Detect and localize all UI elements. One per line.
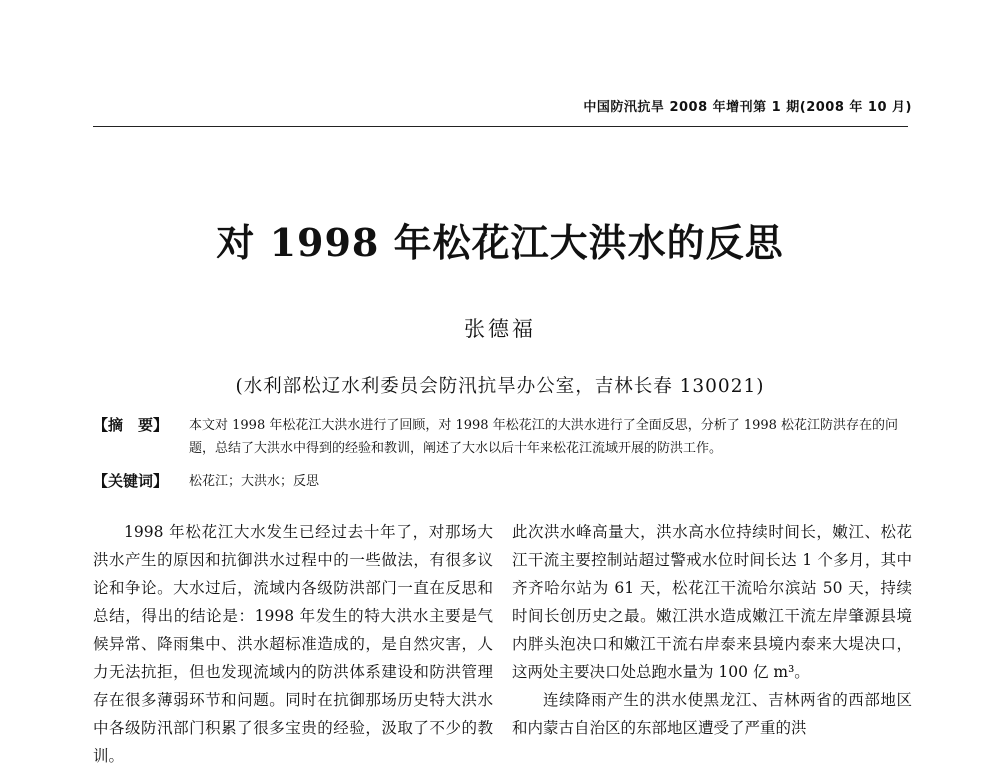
abstract-block [93, 414, 913, 462]
article-title: 对 1998 年松花江大洪水的反思 [216, 220, 784, 265]
abstract-text: 本文对 1998 年松花江大洪水进行了回顾，对 1998 年松花江的大洪水进行了全面反思，分析了 1998 松花江防洪存在的问题，总结了大洪水中得到的经验和教训，阐述了大水以后十年来松花江流域开展的防洪工作。 [189, 418, 899, 456]
keywords-label: 【关键词】 [93, 472, 169, 490]
keywords-block [93, 470, 913, 494]
body-column-right [512, 518, 912, 742]
header-rule [93, 126, 908, 127]
running-head: 中国防汛抗旱 2008 年增刊第 1 期(2008 年 10 月) [583, 100, 912, 115]
abstract-label: 【摘 要】 [93, 416, 169, 434]
body-paragraph: 连续降雨产生的洪水使黑龙江、吉林两省的西部地区和内蒙古自治区的东部地区遭受了严重的洪 [512, 691, 912, 737]
body-paragraph: 1998 年松花江大水发生已经过去十年了，对那场大洪水产生的原因和抗御洪水过程中的一些做法，有很多议论和争论。大水过后，流域内各级防洪部门一直在反思和总结，得出的结论是：1998 年发生的特大洪水主要是气候异常、降雨集中、洪水超标准造成的，是自然灾害，人力无法抗拒，但也发现流域内的防洪体系建设和防洪管理存在很多薄弱环节和问题。同时在抗御那场历史特大洪水中各级防汛部门积累了很多宝贵的经验，汲取了不少的教训。 [93, 523, 493, 765]
article-author: 张德福 [464, 317, 536, 341]
keywords-text: 松花江；大洪水；反思 [189, 474, 320, 489]
article-affiliation: (水利部松辽水利委员会防汛抗旱办公室，吉林长春 130021) [235, 376, 765, 397]
body-column-left [93, 518, 493, 770]
body-paragraph: 此次洪水峰高量大，洪水高水位持续时间长，嫩江、松花江干流主要控制站超过警戒水位时间长达 1 个多月，其中齐齐哈尔站为 61 天，松花江干流哈尔滨站 50 天，持续时间长创历史之最。嫩江洪水造成嫩江干流左岸肇源县境内胖头泡决口和嫩江干流右岸泰来县境内泰来大堤决口，这两处主要决口处总跑水量为 100 亿 m³。 [512, 523, 912, 681]
